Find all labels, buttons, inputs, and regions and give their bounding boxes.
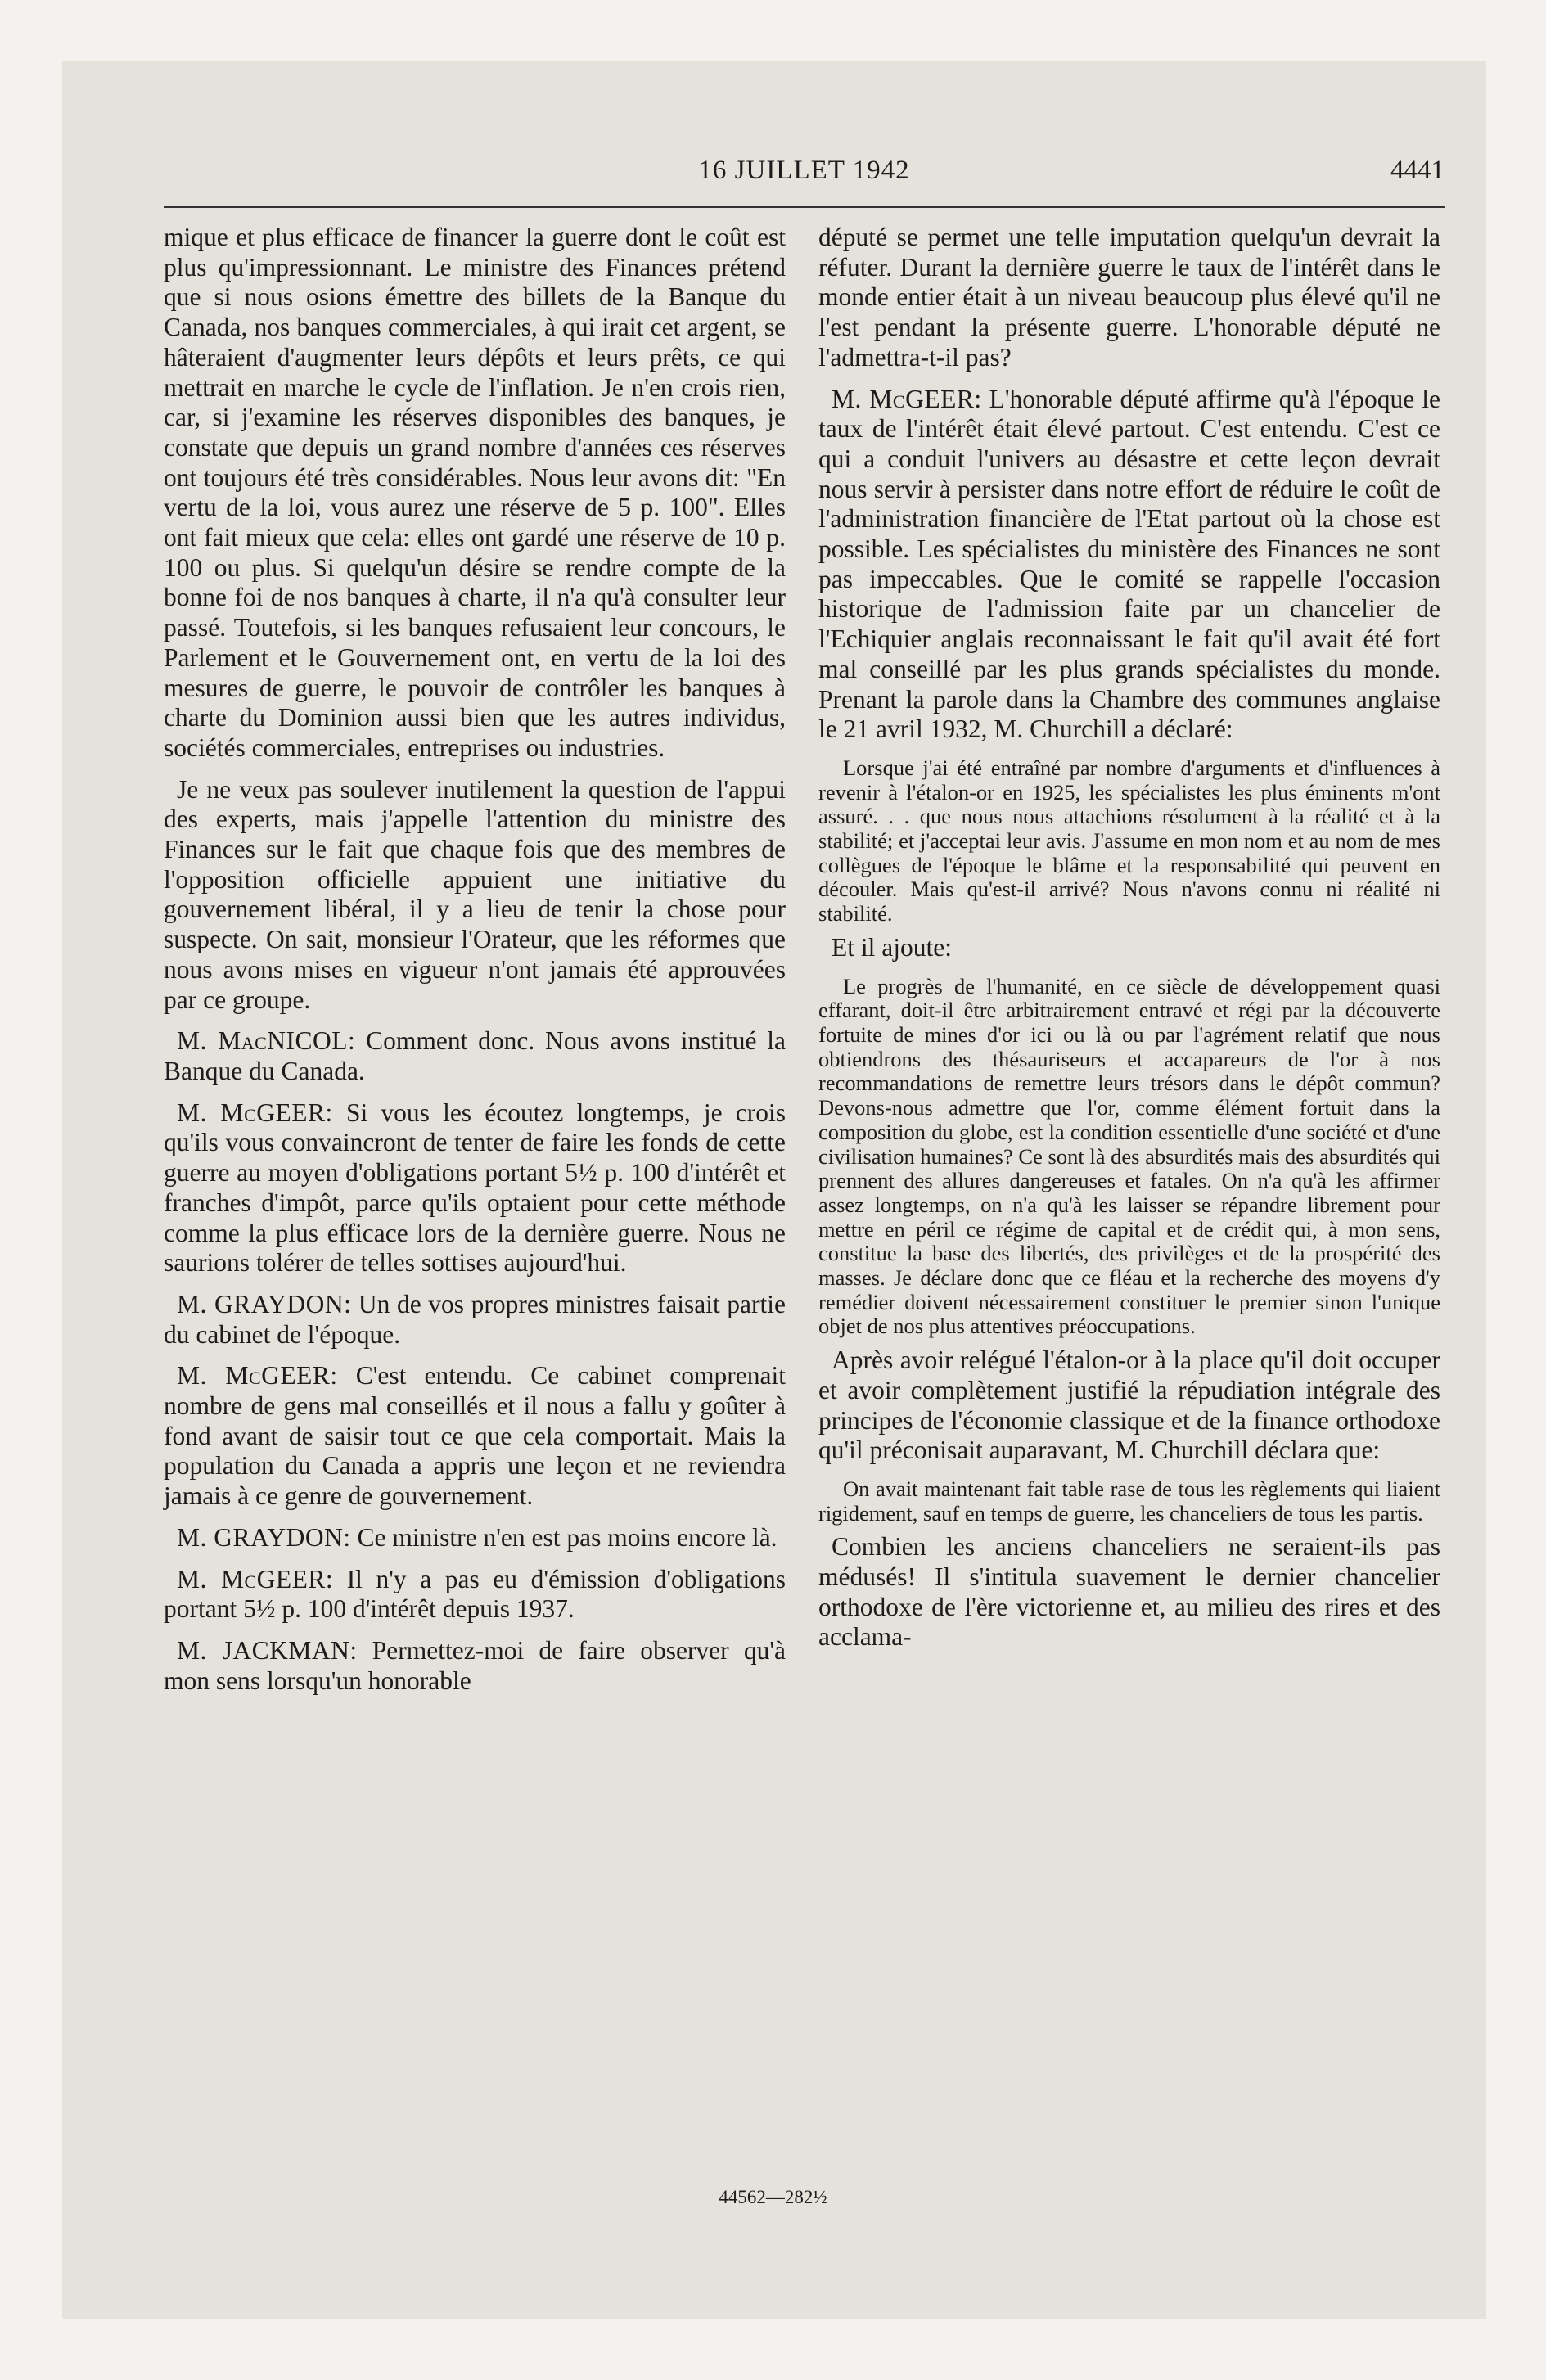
speaker-paragraph (164, 1290, 786, 1350)
printer-signature: 44562—282½ (719, 2187, 827, 2207)
block-quote (818, 1477, 1440, 1526)
speaker-paragraph (164, 1565, 786, 1625)
speaker-name: M. McGEER: (177, 1098, 333, 1127)
paragraph-text: mique et plus efficace de financer la guerre dont le coût est plus qu'impressionnant. Le ministre des Finances prétend que si nous osions émettre des billets de la Banque du Canada, nos banques commerciales, à qui irait cet argent, se hâteraient d'augmenter leurs dépôts et leurs prêts, ce qui mettrait en marche le cycle de l'inflation. Je n'en crois rien, car, si j'examine les réserves disponibles des banques, je constate que depuis un grand nombre d'années ces réserves ont toujours été très considérables. Nous leur avons dit: "En vertu de la loi, vous aurez une réserve de 5 p. 100". Elles ont fait mieux que cela: elles ont gardé une réserve de 10 p. 100 ou plus. Si quelqu'un désire se rendre compte de la bonne foi de nos banques à charte, il n'a qu'à consulter leur passé. Toutefois, si les banques refusaient leur concours, le Parlement et le Gouvernement ont, en vertu de la loi des mesures de guerre, le pouvoir de contrôler les banques à charte du Dominion aussi bien que les autres individus, sociétés commerciales, entreprises ou industries. (164, 223, 786, 762)
left-column (164, 223, 786, 1707)
paragraph-text: Un de vos propres ministres faisait partie du cabinet de l'époque. (164, 1289, 786, 1349)
speaker-paragraph (164, 1636, 786, 1696)
paragraph (818, 223, 1440, 373)
speaker-name: M. McGEER: (177, 1361, 338, 1391)
paragraph-text: Si vous les écoutez longtemps, je crois qu'ils vous convaincront de tenter de faire les fonds de cette guerre au moyen d'obligations portant 5½ p. 100 d'intérêt et franches d'impôt, parce qu'ils optaient pour cette méthode comme la plus efficace lors de la dernière guerre. Nous ne saurions tolérer de telles sottises aujourd'hui. (164, 1098, 787, 1278)
paragraph (164, 223, 786, 764)
paragraph-text: Permettez-moi de faire observer qu'à mon sens lorsqu'un honorable (164, 1635, 786, 1695)
paragraph-text: Combien les anciens chanceliers ne seraient-ils pas médusés! Il s'intitula suavement le dernier chancelier orthodoxe de l'ère victorienne et, au milieu des rires et des acclama- (818, 1532, 1440, 1652)
page-number: 4441 (1390, 156, 1445, 185)
paragraph-text: L'honorable député affirme qu'à l'époque le taux de l'intérêt était élevé partout. C'est entendu. C'est ce qui a conduit l'univers au désastre et cette leçon devrait nous servir à persister dans notre effort de réduire le coût de l'administration financière de l'Etat partout où la chose est possible. Les spécialistes du ministère des Finances ne sont pas impeccables. Que le comité se rappelle l'occasion historique de l'admission faite par un chancelier de l'Echiquier anglais reconnaissant le fait qu'il avait été fort mal conseillé par les plus grands spécialistes du monde. Prenant la parole dans la Chambre des communes anglaise le 21 avril 1932, M. Churchill a déclaré: (818, 384, 1441, 744)
paragraph-text: Comment donc. Nous avons institué la Banque du Canada. (164, 1026, 786, 1085)
speaker-name: M. MacNICOL: (177, 1026, 356, 1056)
paragraph (164, 775, 786, 1016)
speaker-name: M. McGEER: (177, 1564, 334, 1593)
speaker-paragraph (164, 1523, 786, 1553)
speaker-paragraph (164, 1098, 786, 1278)
speaker-name: M. GRAYDON: (177, 1289, 352, 1318)
paragraph-text: Ce ministre n'en est pas moins encore là. (357, 1522, 778, 1552)
block-quote (818, 975, 1440, 1340)
paragraph-text: Et il ajoute: (832, 932, 952, 962)
speaker-paragraph (164, 1361, 786, 1512)
speaker-paragraph (818, 385, 1440, 745)
header-rule (164, 206, 1445, 208)
page-header (164, 156, 1445, 196)
speaker-name: M. GRAYDON: (177, 1522, 351, 1552)
block-quote (818, 756, 1440, 926)
speaker-paragraph (164, 1026, 786, 1086)
paragraph-text: C'est entendu. Ce cabinet comprenait nombre de gens mal conseillés et il nous a fallu y goûter à fond avant de saisir tout ce que cela comportait. Mais la population du Canada a appris une leçon et ne reviendra jamais à ce genre de gouvernement. (164, 1361, 786, 1511)
speaker-name: M. McGEER: (832, 384, 982, 413)
paragraph-text: Le progrès de l'humanité, en ce siècle de développement quasi effarant, doit-il être arbitrairement entravé et régi par la découverte fortuite de mines d'or ici ou là ou par l'agrément relatif que nous obtiendrons des thésauriseurs et accapareurs de l'or à nos recommandations de remettre leurs trésors dans le dépôt commun? Devons-nous admettre que l'or, comme élément fortuit dans la composition du globe, est la condition essentielle d'une société et d'une civilisation humaines? Ce sont là des absurdités mais des absurdités qui prennent des allures dangereuses et fatales. On n'a qu'à les affirmer assez longtemps, on n'a qu'à les laisser se répandre librement pour mettre en péril ce régime de capital et de crédit qui, à mon sens, constitue la base des libertés, des privilèges et de la prospérité des masses. Je déclare donc que ce fléau et la recherche des moyens d'y remédier doivent nécessairement constituer le premier sinon l'unique objet de nos plus attentives préoccupations. (818, 973, 1440, 1339)
right-column (818, 223, 1440, 1664)
paragraph-text: député se permet une telle imputation quelqu'un devrait la réfuter. Durant la dernière guerre le taux de l'intérêt dans le monde entier était à un niveau beaucoup plus élevé qu'il ne l'est pendant la présente guerre. L'honorable député ne l'admettra-t-il pas? (818, 223, 1440, 372)
paragraph (818, 1346, 1440, 1466)
paragraph-text: Lorsque j'ai été entraîné par nombre d'arguments et d'influences à revenir à l'étalon-or en 1925, les spécialistes les plus éminents m'ont assuré. . . que nous nous attachions résolument à la réalité et à la stabilité; et j'acceptai leur avis. J'assume en mon nom et au nom de mes collègues de l'époque le blâme et la responsabilité qui peuvent en découler. Mais qu'est-il arrivé? Nous n'avons connu ni réalité ni stabilité. (818, 755, 1440, 926)
paragraph-text: Il n'y a pas eu d'émission d'obligations portant 5½ p. 100 d'intérêt depuis 1937. (164, 1564, 786, 1624)
page-date: 16 JUILLET 1942 (698, 156, 910, 185)
paragraph-text: Je ne veux pas soulever inutilement la question de l'appui des experts, mais j'appelle l'attention du ministre des Finances sur le fait que chaque fois que des membres de l'opposition officielle appuient une initiative du gouvernement libéral, il y a lieu de tenir la chose pour suspecte. On sait, monsieur l'Orateur, que les réformes que nous avons mises en vigueur n'ont jamais été approuvées par ce groupe. (164, 774, 786, 1014)
paragraph (818, 933, 1440, 963)
paragraph (818, 1532, 1440, 1652)
paragraph-text: Après avoir relégué l'étalon-or à la place qu'il doit occuper et avoir complètement justifié la répudiation intégrale des principes de l'économie classique et de la finance orthodoxe qu'il préconisait auparavant, M. Churchill déclara que: (818, 1346, 1440, 1465)
paragraph-text: On avait maintenant fait table rase de tous les règlements qui liaient rigidement, sauf en temps de guerre, les chanceliers de tous les partis. (818, 1476, 1440, 1526)
speaker-name: M. JACKMAN: (177, 1635, 358, 1665)
